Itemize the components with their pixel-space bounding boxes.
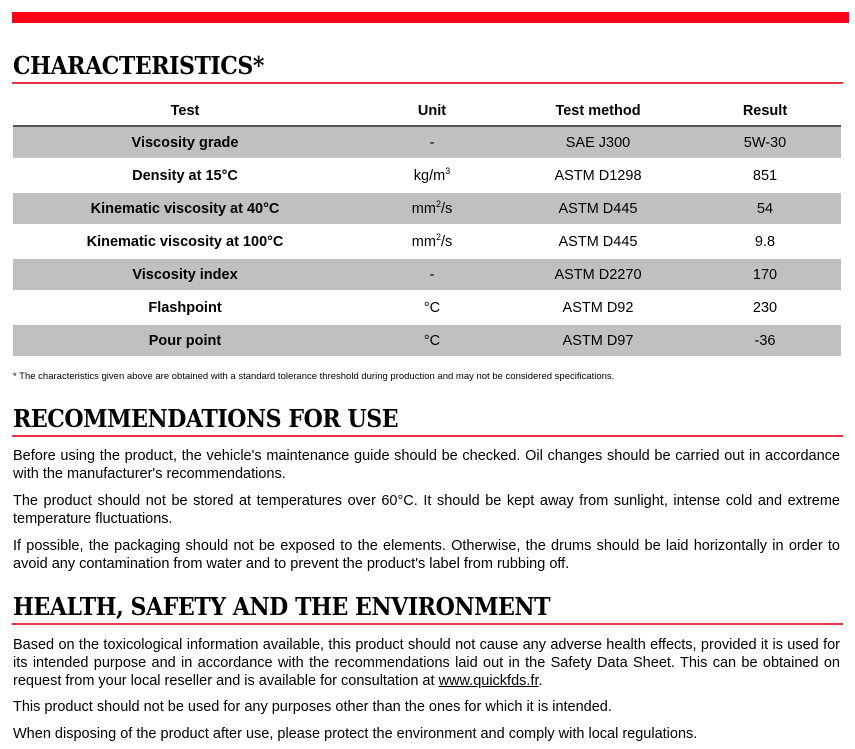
- unit-text: -: [429, 134, 435, 151]
- table-row: [13, 291, 841, 324]
- table-body: [13, 126, 841, 356]
- unit-text: °C: [423, 332, 441, 349]
- table-row: [13, 159, 841, 192]
- unit-suffix: /s: [440, 233, 453, 250]
- recommendations-title: RECOMMENDATIONS FOR USE: [13, 404, 399, 433]
- unit-exponent: 2: [435, 198, 441, 209]
- recommendations-rule: [12, 435, 843, 437]
- health-paragraph-end: .: [538, 673, 543, 689]
- cell-unit: [357, 324, 507, 356]
- cell-test-method: ASTM D2270: [507, 258, 689, 291]
- recommendation-paragraph: The product should not be stored at temperatures over 60°C. It should be kept away from sunlight, intense cold and extreme temperature fluctuations.: [13, 493, 840, 527]
- cell-test-method: ASTM D1298: [507, 159, 689, 192]
- cell-result: 54: [689, 192, 841, 225]
- characteristics-table: [13, 96, 841, 356]
- unit-text: mm: [411, 233, 436, 250]
- cell-test: Kinematic viscosity at 100°C: [13, 225, 357, 258]
- column-header-result: Result: [689, 96, 841, 126]
- health-paragraph: [13, 636, 840, 690]
- recommendation-paragraph: If possible, the packaging should not be exposed to the elements. Otherwise, the drums should be laid horizontally in order to avoid any contamination from water and to prevent the product's label from rubbing off.: [13, 538, 840, 572]
- cell-result: 170: [689, 258, 841, 291]
- unit-exponent: 2: [435, 231, 441, 242]
- column-header-unit: Unit: [357, 96, 507, 126]
- recommendation-paragraph: Before using the product, the vehicle's maintenance guide should be checked. Oil changes should be carried out in accordance with the manufacturer's recommendations.: [13, 448, 840, 482]
- unit-suffix: /s: [440, 200, 453, 217]
- cell-test: Flashpoint: [13, 291, 357, 324]
- health-paragraph: This product should not be used for any purposes other than the ones for which it is intended.: [13, 699, 612, 715]
- cell-unit: [357, 225, 507, 258]
- cell-result: -36: [689, 324, 841, 356]
- cell-test-method: SAE J300: [507, 126, 689, 159]
- table-row: [13, 225, 841, 258]
- unit-text: kg/m: [413, 167, 446, 184]
- cell-test: Kinematic viscosity at 40°C: [13, 192, 357, 225]
- health-paragraph-text: Based on the toxicological information available, this product should not cause any adverse health effects, provided it is used for its intended purpose and in accordance with the recommendations laid out in the Safety Data Sheet. This can be obtained on request from your local reseller and is available for consultation at: [13, 637, 840, 689]
- unit-text: °C: [423, 299, 441, 316]
- top-red-bar: [12, 12, 849, 23]
- cell-test-method: ASTM D445: [507, 192, 689, 225]
- cell-test: Viscosity grade: [13, 126, 357, 159]
- cell-test-method: ASTM D92: [507, 291, 689, 324]
- table-row: [13, 324, 841, 356]
- column-header-test: Test: [13, 96, 357, 126]
- quickfds-link[interactable]: www.quickfds.fr: [438, 673, 539, 689]
- cell-test-method: ASTM D97: [507, 324, 689, 356]
- cell-result: 230: [689, 291, 841, 324]
- table-row: [13, 126, 841, 159]
- column-header-test-method: Test method: [507, 96, 689, 126]
- unit-exponent: 3: [445, 165, 451, 176]
- health-title: HEALTH, SAFETY AND THE ENVIRONMENT: [13, 592, 551, 621]
- table-header-row: [13, 96, 841, 126]
- cell-unit: [357, 192, 507, 225]
- unit-text: -: [429, 266, 435, 283]
- cell-unit: [357, 258, 507, 291]
- cell-test: Pour point: [13, 324, 357, 356]
- cell-result: 9.8: [689, 225, 841, 258]
- cell-unit: [357, 159, 507, 192]
- characteristics-rule: [12, 82, 843, 84]
- cell-result: 851: [689, 159, 841, 192]
- cell-unit: [357, 126, 507, 159]
- health-paragraph: When disposing of the product after use, please protect the environment and comply with local regulations.: [13, 726, 698, 742]
- cell-test-method: ASTM D445: [507, 225, 689, 258]
- cell-unit: [357, 291, 507, 324]
- table-row: [13, 258, 841, 291]
- cell-test: Viscosity index: [13, 258, 357, 291]
- table-row: [13, 192, 841, 225]
- cell-test: Density at 15°C: [13, 159, 357, 192]
- health-rule: [12, 623, 843, 625]
- characteristics-title: CHARACTERISTICS*: [13, 51, 264, 80]
- cell-result: 5W-30: [689, 126, 841, 159]
- unit-text: mm: [411, 200, 436, 217]
- characteristics-footnote: * The characteristics given above are obtained with a standard tolerance threshold during production and may not be considered specifications.: [13, 371, 615, 382]
